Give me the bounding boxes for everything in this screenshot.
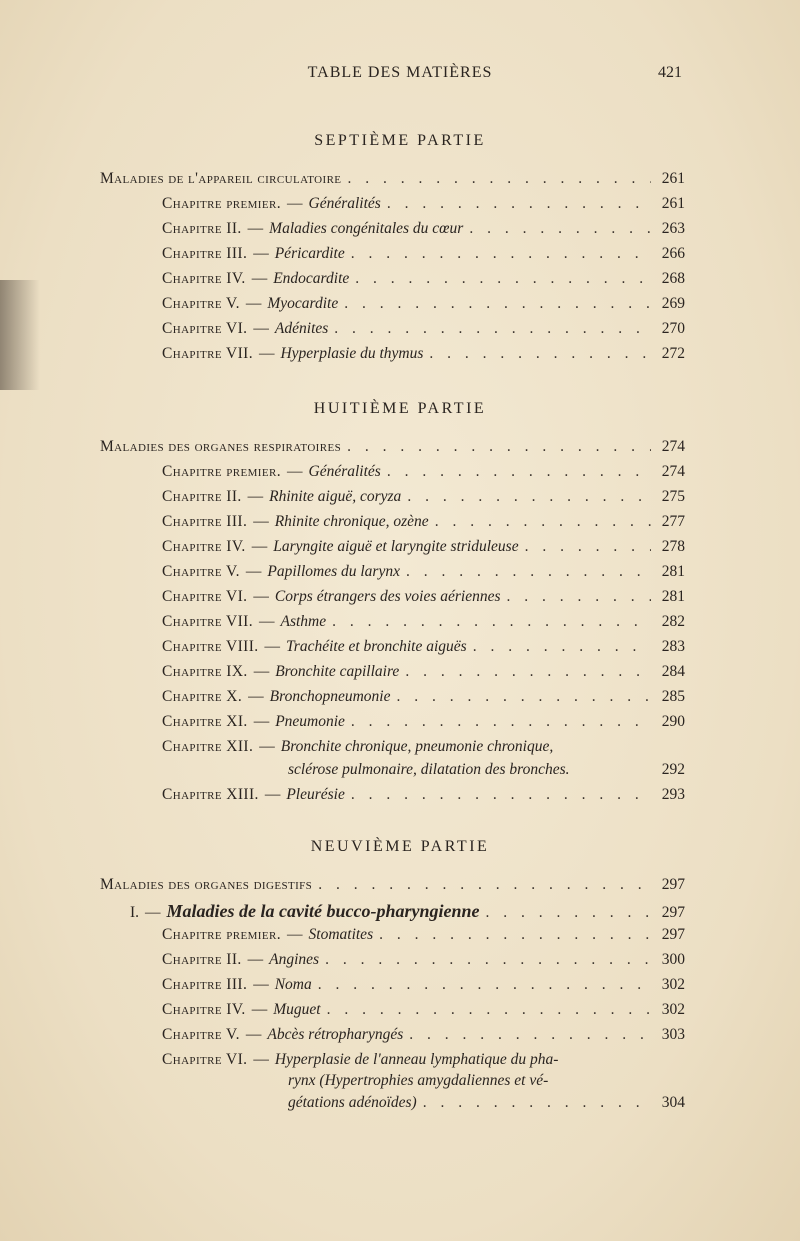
chapter-title: Adénites bbox=[274, 320, 329, 337]
leader-dots bbox=[469, 220, 651, 238]
chapter-title: Généralités bbox=[308, 195, 381, 212]
chapter-label: Chapitre II. bbox=[162, 220, 242, 237]
entry-page: 297 bbox=[661, 926, 685, 943]
chapter-label: Chapitre VII. bbox=[162, 613, 253, 630]
entry-page: 278 bbox=[661, 538, 685, 555]
toc-chapter-entry: Chapitre V. — Papillomes du larynx . . . 281 bbox=[162, 563, 685, 585]
entry-page: 302 bbox=[661, 976, 685, 993]
entry-page: 283 bbox=[661, 638, 685, 655]
chapter-title: Papillomes du larynx bbox=[267, 563, 400, 580]
chapter-label: Chapitre III. bbox=[162, 513, 248, 530]
leader-dots bbox=[486, 904, 651, 922]
chapter-label: Chapitre XIII. bbox=[162, 786, 259, 803]
chapter-title-continued: gétations adénoïdes) bbox=[288, 1094, 417, 1111]
toc-section-entry bbox=[100, 438, 685, 460]
chapter-title: Angines bbox=[269, 951, 320, 968]
entry-page: 282 bbox=[661, 613, 685, 630]
leader-dots bbox=[405, 663, 651, 681]
chapter-label: Chapitre VI. bbox=[162, 320, 248, 337]
leader-dots bbox=[409, 1026, 651, 1044]
chapter-title: Bronchite capillaire bbox=[275, 663, 400, 680]
chapter-label: Chapitre premier. bbox=[162, 463, 282, 480]
entry-page: 261 bbox=[661, 195, 685, 212]
toc-chapter-entry: Chapitre premier. — Stomatites . . . 297 bbox=[162, 926, 685, 948]
toc-chapter-entry: Chapitre IX. — Bronchite capillaire . . . 284 bbox=[162, 663, 685, 685]
leader-dots bbox=[387, 463, 651, 481]
subsection-title: Maladies de la cavité bucco-pharyngienne bbox=[166, 901, 480, 921]
entry-label: Maladies de l'appareil circulatoire bbox=[100, 170, 342, 187]
leader-dots bbox=[407, 488, 651, 506]
chapter-title: Généralités bbox=[308, 463, 381, 480]
chapter-title: Hyperplasie du thymus bbox=[280, 345, 424, 362]
toc-chapter-entry: Chapitre V. — Abcès rétropharyngés . . . 303 bbox=[162, 1026, 685, 1048]
entry-page: 261 bbox=[661, 170, 685, 187]
leader-dots bbox=[473, 638, 651, 656]
entry-page: 281 bbox=[661, 563, 685, 580]
toc-chapter-entry: Chapitre XIII. — Pleurésie . . . 293 bbox=[162, 786, 685, 808]
chapter-title: Pleurésie bbox=[286, 786, 345, 803]
chapter-title: Laryngite aiguë et laryngite striduleuse bbox=[273, 538, 519, 555]
toc-chapter-entry: Chapitre II. — Angines . . . 300 bbox=[162, 951, 685, 973]
leader-dots bbox=[325, 951, 651, 969]
chapter-title: Abcès rétropharyngés bbox=[267, 1026, 404, 1043]
toc-chapter-entry: Chapitre XI. — Pneumonie . . . 290 bbox=[162, 713, 685, 735]
toc-chapter-entry: Chapitre VII. — Hyperplasie du thymus . . . 272 bbox=[162, 345, 685, 367]
leader-dots bbox=[351, 713, 651, 731]
toc-chapter-entry: Chapitre V. — Myocardite . . . 269 bbox=[162, 295, 685, 317]
toc-chapter-entry: Chapitre III. — Noma . . . 302 bbox=[162, 976, 685, 998]
entry-page: 272 bbox=[661, 345, 685, 362]
running-head-title: TABLE DES MATIÈRES bbox=[307, 64, 493, 81]
toc-chapter-entry: Chapitre premier. — Généralités . . . 274 bbox=[162, 463, 685, 485]
leader-dots bbox=[351, 245, 651, 263]
chapter-title: Hyperplasie de l'anneau lymphatique du pha- bbox=[274, 1051, 559, 1068]
toc-chapter-entry: Chapitre III. — Péricardite . . . 266 bbox=[162, 245, 685, 267]
entry-page: 300 bbox=[661, 951, 685, 968]
chapter-title-continued: rynx (Hypertrophies amygdaliennes et vé- bbox=[288, 1072, 549, 1089]
part-title: SEPTIÈME PARTIE bbox=[314, 132, 486, 149]
entry-page: 297 bbox=[661, 876, 685, 893]
entry-page: 281 bbox=[661, 588, 685, 605]
entry-page: 293 bbox=[661, 786, 685, 803]
chapter-label: Chapitre II. bbox=[162, 488, 242, 505]
toc-chapter-entry: Chapitre VI. — Hyperplasie de l'anneau lymphatique du pha- bbox=[162, 1051, 559, 1068]
entry-page: 285 bbox=[661, 688, 685, 705]
leader-dots bbox=[351, 786, 651, 804]
toc-chapter-entry: Chapitre VI. — Corps étrangers des voies aériennes . . . 281 bbox=[162, 588, 685, 610]
toc-chapter-entry: Chapitre IV. — Muguet . . . 302 bbox=[162, 1001, 685, 1023]
chapter-label: Chapitre premier. bbox=[162, 926, 282, 943]
leader-dots bbox=[327, 1001, 651, 1019]
leader-dots bbox=[334, 320, 651, 338]
leader-dots bbox=[332, 613, 651, 631]
chapter-label: Chapitre IV. bbox=[162, 538, 246, 555]
toc-continuation-line bbox=[288, 1094, 685, 1116]
entry-page: 263 bbox=[661, 220, 685, 237]
page-number: 421 bbox=[658, 64, 682, 81]
chapter-label: Chapitre VIII. bbox=[162, 638, 259, 655]
entry-page: 292 bbox=[661, 761, 685, 778]
leader-dots bbox=[347, 438, 651, 456]
toc-chapter-entry: Chapitre XII. — Bronchite chronique, pneumonie chronique, bbox=[162, 738, 554, 755]
toc-chapter-entry: Chapitre VI. — Adénites . . . 270 bbox=[162, 320, 685, 342]
entry-page: 277 bbox=[661, 513, 685, 530]
chapter-title: Stomatites bbox=[308, 926, 374, 943]
chapter-title: Endocardite bbox=[273, 270, 350, 287]
chapter-label: Chapitre XII. bbox=[162, 738, 254, 755]
toc-chapter-entry: Chapitre VII. — Asthme . . . 282 bbox=[162, 613, 685, 635]
leader-dots bbox=[344, 295, 651, 313]
chapter-title: Bronchite chronique, pneumonie chronique, bbox=[280, 738, 554, 755]
chapter-title: Myocardite bbox=[267, 295, 339, 312]
leader-dots bbox=[318, 876, 651, 894]
chapter-label: Chapitre XI. bbox=[162, 713, 248, 730]
toc-subsection-entry: I. — Maladies de la cavité bucco-pharyngienne . . . 297 bbox=[130, 901, 685, 923]
toc-chapter-entry: Chapitre VIII. — Trachéite et bronchite aiguës . . . 283 bbox=[162, 638, 685, 660]
entry-page: 304 bbox=[661, 1094, 685, 1111]
chapter-label: Chapitre premier. bbox=[162, 195, 282, 212]
entry-page: 302 bbox=[661, 1001, 685, 1018]
chapter-label: Chapitre IX. bbox=[162, 663, 248, 680]
leader-dots bbox=[387, 195, 651, 213]
toc-chapter-entry: Chapitre IV. — Laryngite aiguë et laryngite striduleuse . . . 278 bbox=[162, 538, 685, 560]
leader-dots bbox=[355, 270, 651, 288]
chapter-title: Rhinite aiguë, coryza bbox=[269, 488, 402, 505]
entry-page: 290 bbox=[661, 713, 685, 730]
entry-label: Maladies des organes digestifs bbox=[100, 876, 313, 893]
toc-chapter-entry: Chapitre II. — Maladies congénitales du cœur . . . 263 bbox=[162, 220, 685, 242]
entry-page: 275 bbox=[661, 488, 685, 505]
chapter-title: Bronchopneumonie bbox=[269, 688, 391, 705]
running-head bbox=[100, 64, 700, 88]
leader-dots bbox=[507, 588, 651, 606]
chapter-label: Chapitre V. bbox=[162, 563, 240, 580]
entry-page: 303 bbox=[661, 1026, 685, 1043]
part-title: HUITIÈME PARTIE bbox=[313, 400, 487, 417]
chapter-label: Chapitre V. bbox=[162, 1026, 240, 1043]
toc-continuation-line bbox=[288, 761, 685, 783]
toc-chapter-entry: Chapitre II. — Rhinite aiguë, coryza . . . 275 bbox=[162, 488, 685, 510]
toc-section-entry bbox=[100, 170, 685, 192]
toc-chapter-entry: Chapitre IV. — Endocardite . . . 268 bbox=[162, 270, 685, 292]
chapter-label: Chapitre VII. bbox=[162, 345, 253, 362]
chapter-label: Chapitre V. bbox=[162, 295, 240, 312]
chapter-label: Chapitre VI. bbox=[162, 588, 248, 605]
entry-label: Maladies des organes respiratoires bbox=[100, 438, 342, 455]
chapter-label: Chapitre III. bbox=[162, 976, 248, 993]
chapter-title: Noma bbox=[274, 976, 312, 993]
toc-chapter-entry: Chapitre III. — Rhinite chronique, ozène . . . 277 bbox=[162, 513, 685, 535]
leader-dots bbox=[429, 345, 651, 363]
part-title: NEUVIÈME PARTIE bbox=[310, 838, 490, 855]
leader-dots bbox=[525, 538, 651, 556]
leader-dots bbox=[347, 170, 651, 188]
leader-dots bbox=[396, 688, 651, 706]
toc-chapter-entry: Chapitre X. — Bronchopneumonie . . . 285 bbox=[162, 688, 685, 710]
leader-dots bbox=[318, 976, 651, 994]
chapter-label: Chapitre IV. bbox=[162, 270, 246, 287]
chapter-label: Chapitre VI. bbox=[162, 1051, 248, 1068]
entry-page: 274 bbox=[661, 438, 685, 455]
chapter-title: Pneumonie bbox=[275, 713, 345, 730]
chapter-label: Chapitre IV. bbox=[162, 1001, 246, 1018]
entry-page: 270 bbox=[661, 320, 685, 337]
entry-page: 274 bbox=[661, 463, 685, 480]
chapter-title: Rhinite chronique, ozène bbox=[274, 513, 429, 530]
entry-page: 266 bbox=[661, 245, 685, 262]
chapter-label: Chapitre III. bbox=[162, 245, 248, 262]
chapter-title: Asthme bbox=[280, 613, 327, 630]
toc-section-entry bbox=[100, 876, 685, 898]
chapter-title: Corps étrangers des voies aériennes bbox=[274, 588, 501, 605]
chapter-title: Muguet bbox=[273, 1001, 321, 1018]
entry-page: 284 bbox=[661, 663, 685, 680]
toc-continuation-line bbox=[288, 1072, 685, 1094]
subsection-label: I. bbox=[130, 904, 140, 921]
chapter-title-continued: sclérose pulmonaire, dilatation des bronches. bbox=[288, 761, 570, 778]
entry-page: 297 bbox=[661, 904, 685, 921]
leader-dots bbox=[406, 563, 651, 581]
binding-shadow bbox=[0, 280, 40, 390]
chapter-title: Trachéite et bronchite aiguës bbox=[286, 638, 467, 655]
chapter-label: Chapitre X. bbox=[162, 688, 243, 705]
leader-dots bbox=[435, 513, 651, 531]
chapter-title: Péricardite bbox=[274, 245, 345, 262]
toc-chapter-entry: Chapitre premier. — Généralités . . . 261 bbox=[162, 195, 685, 217]
chapter-label: Chapitre II. bbox=[162, 951, 242, 968]
leader-dots bbox=[423, 1094, 651, 1112]
entry-page: 269 bbox=[661, 295, 685, 312]
leader-dots bbox=[379, 926, 651, 944]
chapter-title: Maladies congénitales du cœur bbox=[269, 220, 464, 237]
entry-page: 268 bbox=[661, 270, 685, 287]
